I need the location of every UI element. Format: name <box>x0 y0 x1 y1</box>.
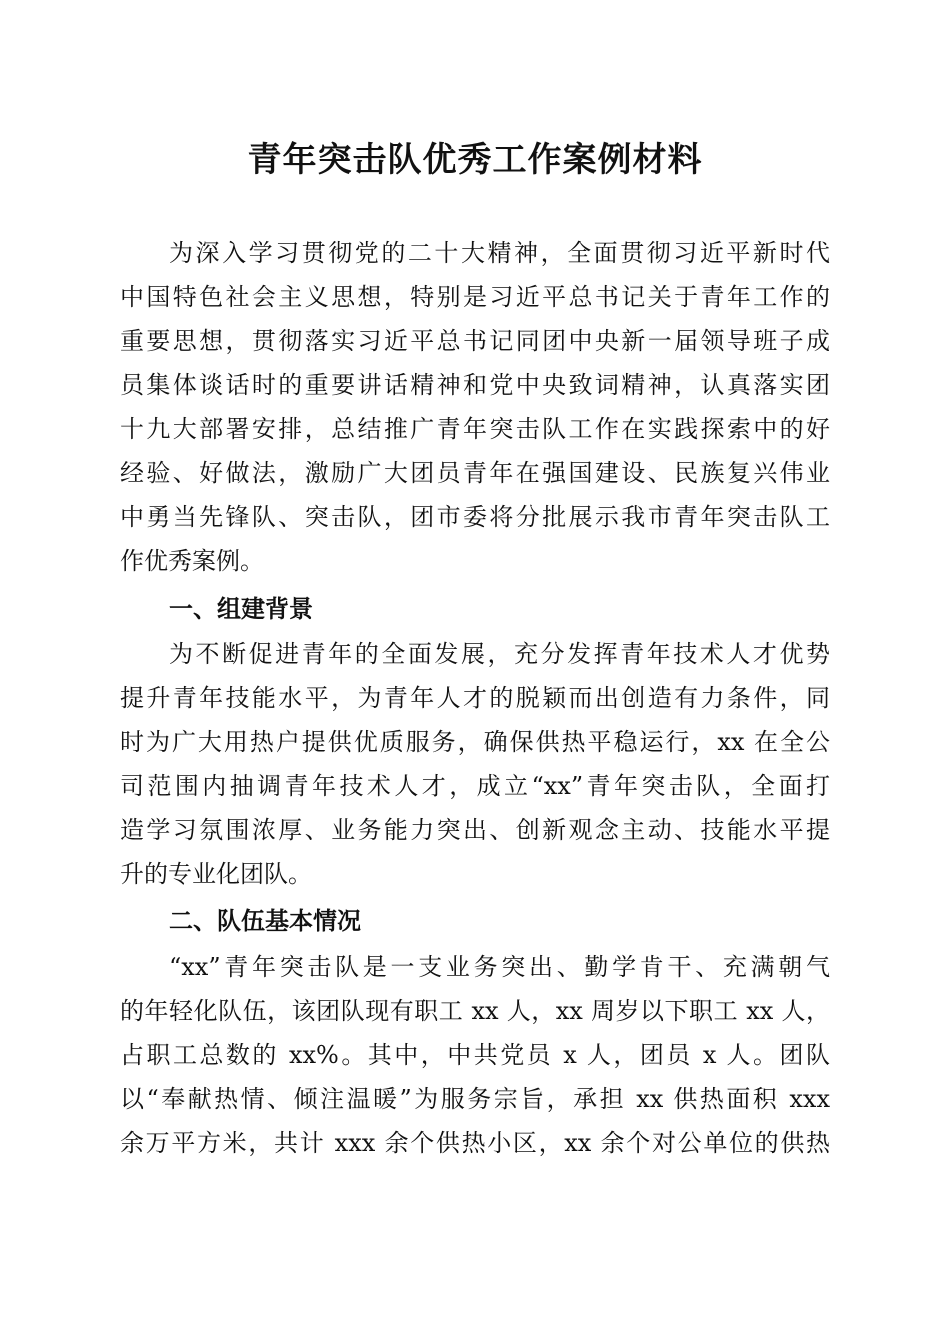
section2-line: 余万平方米，共计 xxx 余个供热小区，xx 余个对公单位的供热 <box>120 1129 830 1157</box>
intro-line: 作优秀案例。 <box>120 547 264 575</box>
section1-line: 为不断促进青年的全面发展，充分发挥青年技术人才优势 <box>169 640 830 668</box>
intro-line: 中勇当先锋队、突击队，团市委将分批展示我市青年突击队工 <box>120 503 830 531</box>
intro-line: 重要思想，贯彻落实习近平总书记同团中央新一届领导班子成 <box>120 327 830 355</box>
section1-line: 时为广大用热户提供优质服务，确保供热平稳运行，xx 在全公 <box>120 728 830 756</box>
section1-line: 升的专业化团队。 <box>120 860 312 888</box>
section1-line: 造学习氛围浓厚、业务能力突出、创新观念主动、技能水平提 <box>120 816 830 844</box>
intro-line: 经验、好做法，激励广大团员青年在强国建设、民族复兴伟业 <box>120 459 830 487</box>
section2-line: “xx”青年突击队是一支业务突出、勤学肯干、充满朝气 <box>169 953 830 981</box>
document-title: 青年突击队优秀工作案例材料 <box>247 140 703 180</box>
section1-line: 司范围内抽调青年技术人才，成立“xx”青年突击队，全面打 <box>120 772 830 800</box>
section2-line: 以“奉献热情、倾注温暖”为服务宗旨，承担 xx 供热面积 xxx <box>120 1085 830 1113</box>
section1-line: 提升青年技能水平，为青年人才的脱颖而出创造有力条件，同 <box>120 684 830 712</box>
section-heading-background: 一、组建背景 <box>169 595 313 623</box>
section-heading-team-info: 二、队伍基本情况 <box>169 907 361 935</box>
intro-line: 十九大部署安排，总结推广青年突击队工作在实践探索中的好 <box>120 415 830 443</box>
section2-line: 的年轻化队伍，该团队现有职工 xx 人，xx 周岁以下职工 xx 人， <box>120 997 830 1025</box>
section2-line: 占职工总数的 xx%。其中，中共党员 x 人，团员 x 人。团队 <box>120 1041 830 1069</box>
intro-line: 员集体谈话时的重要讲话精神和党中央致词精神，认真落实团 <box>120 371 830 399</box>
intro-line: 中国特色社会主义思想，特别是习近平总书记关于青年工作的 <box>120 283 830 311</box>
intro-line: 为深入学习贯彻党的二十大精神，全面贯彻习近平新时代 <box>169 239 830 267</box>
